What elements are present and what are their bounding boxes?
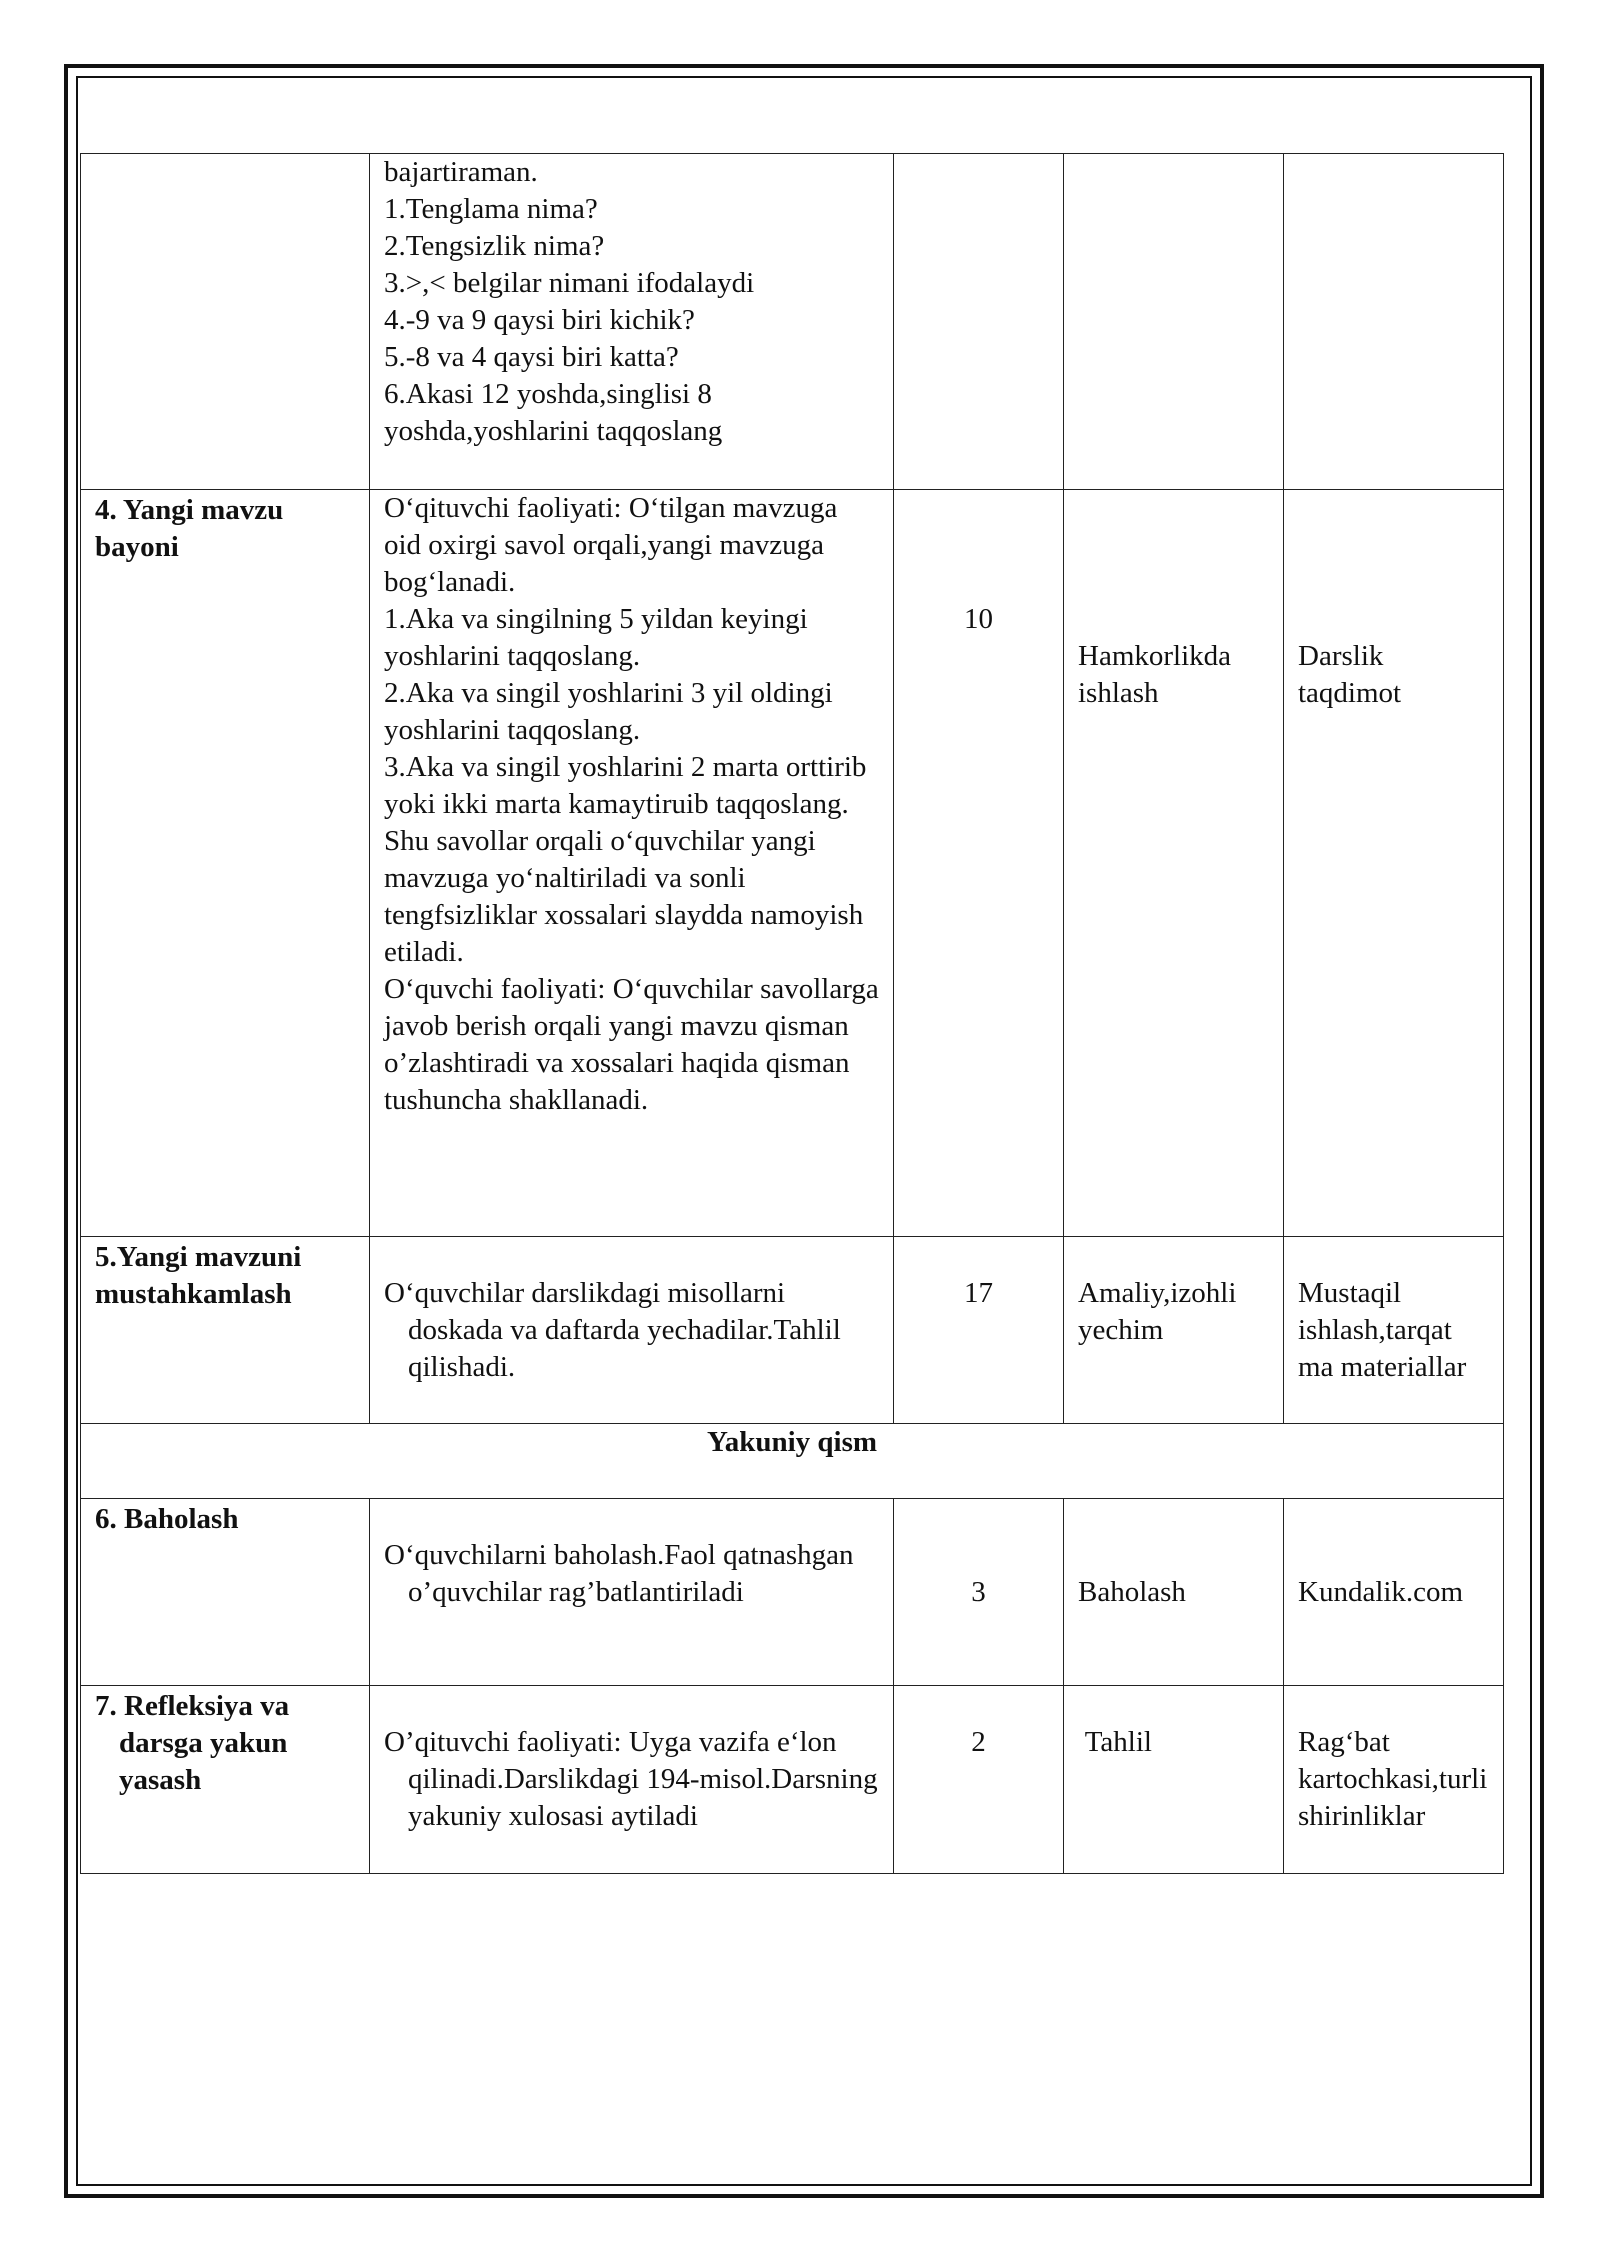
table-row — [81, 1499, 1504, 1686]
step-cell: 6. Baholash — [81, 1499, 370, 1686]
content-cell: O‘quvchilarni baholash.Faol qatnashgan o’quvchilar rag’batlantiriladi — [370, 1499, 894, 1686]
section-title: Yakuniy qism — [81, 1424, 1504, 1499]
time-cell: 10 — [894, 490, 1064, 1237]
content-cell: O’qituvchi faoliyati: Uyga vazifa e‘lon qilinadi.Darslikdagi 194-misol.Darsning yakuniy xulosasi aytiladi — [370, 1686, 894, 1874]
step-cell — [81, 154, 370, 490]
time-cell: 3 — [894, 1499, 1064, 1686]
resources-cell: Darslik taqdimot — [1284, 490, 1504, 1237]
method-cell: Tahlil — [1064, 1686, 1284, 1874]
resources-cell: Mustaqil ishlash,tarqat ma materiallar — [1284, 1237, 1504, 1424]
content-cell: O‘quvchilar darslikdagi misollarni doskada va daftarda yechadilar.Tahlil qilishadi. — [370, 1237, 894, 1424]
method-cell — [1064, 154, 1284, 490]
time-cell: 17 — [894, 1237, 1064, 1424]
resources-cell: Rag‘bat kartochkasi,turli shirinliklar — [1284, 1686, 1504, 1874]
method-cell: Baholash — [1064, 1499, 1284, 1686]
table-row — [81, 1237, 1504, 1424]
step-cell: 7. Refleksiya va darsga yakun yasash — [81, 1686, 370, 1874]
table-row — [81, 490, 1504, 1237]
step-cell: 5.Yangi mavzuni mustahkamlash — [81, 1237, 370, 1424]
resources-cell — [1284, 154, 1504, 490]
method-cell: Hamkorlikda ishlash — [1064, 490, 1284, 1237]
table-row — [81, 154, 1504, 490]
content-cell: O‘qituvchi faoliyati: O‘tilgan mavzuga oid oxirgi savol orqali,yangi mavzuga bog‘lanadi. 1.Aka va singilning 5 yildan keyingi yoshlarini taqqoslang. 2.Aka va singil yoshlarini 3 yil oldingi yoshlarini taqqoslang. 3.Aka va singil yoshlarini 2 marta orttirib yoki ikki marta kamaytiruib taqqoslang. Shu savollar orqali o‘quvchilar yangi mavzuga yo‘naltiriladi va sonli tengfsizliklar xossalari slaydda namoyish etiladi. O‘quvchi faoliyati: O‘quvchilar savollarga javob berish orqali yangi mavzu qisman o’zlashtiradi va xossalari haqida qisman tushuncha shakllanadi. — [370, 490, 894, 1237]
step-cell: 4. Yangi mavzu bayoni — [81, 490, 370, 1237]
resources-cell: Kundalik.com — [1284, 1499, 1504, 1686]
method-cell: Amaliy,izohli yechim — [1064, 1237, 1284, 1424]
lesson-plan-table — [80, 153, 1504, 1874]
time-cell: 2 — [894, 1686, 1064, 1874]
time-cell — [894, 154, 1064, 490]
content-cell: bajartiraman. 1.Tenglama nima? 2.Tengsizlik nima? 3.>,< belgilar nimani ifodalaydi 4.-9 va 9 qaysi biri kichik? 5.-8 va 4 qaysi biri katta? 6.Akasi 12 yoshda,singlisi 8 yoshda,yoshlarini taqqoslang — [370, 154, 894, 490]
table-row — [81, 1686, 1504, 1874]
section-header-row — [81, 1424, 1504, 1499]
